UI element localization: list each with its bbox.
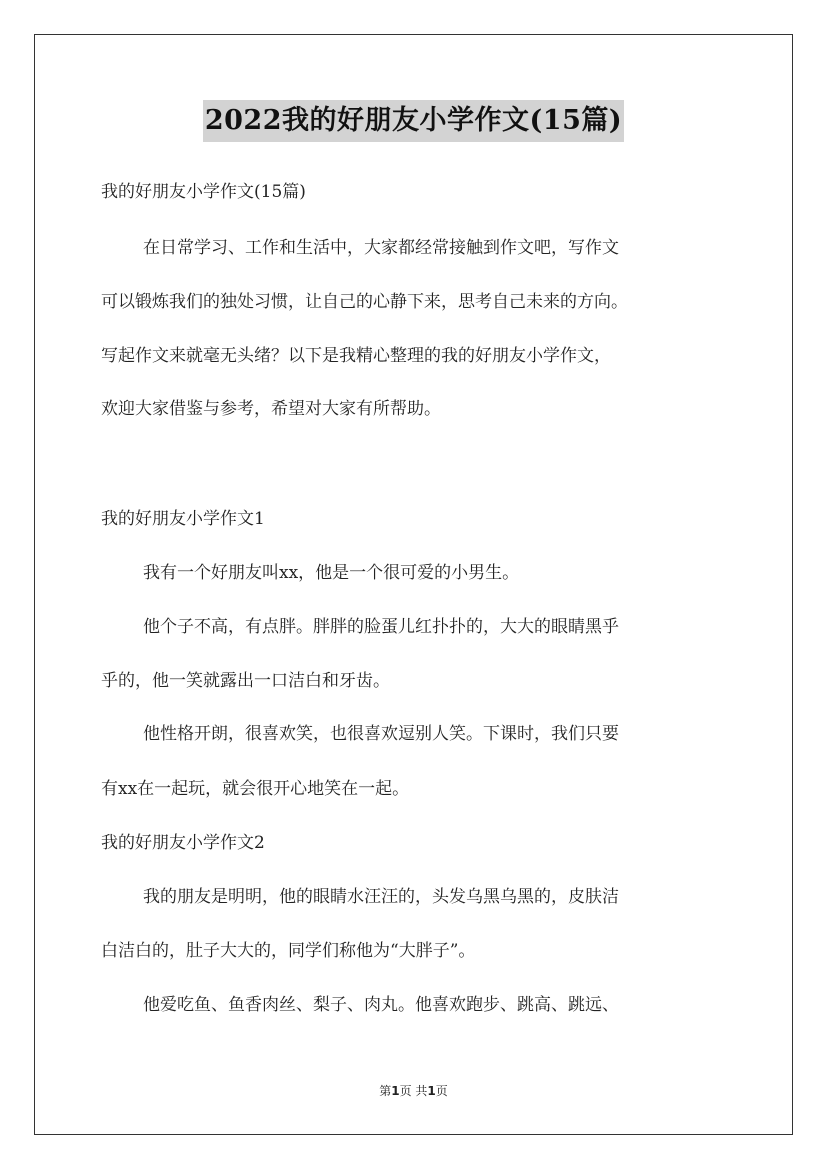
total-pages: 1 — [427, 1084, 436, 1098]
title-container — [0, 100, 827, 142]
paragraph-line: 乎的，他一笑就露出一口洁白和牙齿。 — [101, 671, 390, 691]
paragraph-line: 写起作文来就毫无头绪？以下是我精心整理的我的好朋友小学作文， — [101, 346, 611, 366]
page-suffix: 页 共 — [399, 1084, 428, 1098]
paragraph-line: 可以锻炼我们的独处习惯，让自己的心静下来，思考自己未来的方向。 — [101, 292, 628, 312]
paragraph-line: 有xx在一起玩，就会很开心地笑在一起。 — [101, 779, 410, 799]
paragraph-line: 欢迎大家借鉴与参考，希望对大家有所帮助。 — [101, 399, 441, 419]
section-heading-2: 我的好朋友小学作文2 — [101, 833, 265, 853]
page-prefix: 第 — [379, 1084, 392, 1098]
total-suffix: 页 — [435, 1084, 448, 1098]
page-footer — [0, 1082, 827, 1099]
section-heading-1: 我的好朋友小学作文1 — [101, 509, 265, 529]
paragraph-line: 他个子不高，有点胖。胖胖的脸蛋儿红扑扑的，大大的眼睛黑乎 — [143, 617, 619, 637]
document-title: 2022我的好朋友小学作文(15篇) — [203, 100, 624, 142]
paragraph-line: 我的朋友是明明，他的眼睛水汪汪的，头发乌黑乌黑的，皮肤洁 — [143, 887, 619, 907]
page-number: 1 — [391, 1084, 400, 1098]
paragraph-line: 白洁白的，肚子大大的，同学们称他为“大胖子”。 — [101, 941, 476, 961]
intro-heading: 我的好朋友小学作文(15篇) — [101, 182, 306, 202]
paragraph-line: 在日常学习、工作和生活中，大家都经常接触到作文吧，写作文 — [143, 238, 619, 258]
paragraph-line: 他性格开朗，很喜欢笑，也很喜欢逗别人笑。下课时，我们只要 — [143, 724, 619, 744]
paragraph-line: 我有一个好朋友叫xx，他是一个很可爱的小男生。 — [143, 563, 520, 583]
paragraph-line: 他爱吃鱼、鱼香肉丝、梨子、肉丸。他喜欢跑步、跳高、跳远、 — [143, 995, 619, 1015]
